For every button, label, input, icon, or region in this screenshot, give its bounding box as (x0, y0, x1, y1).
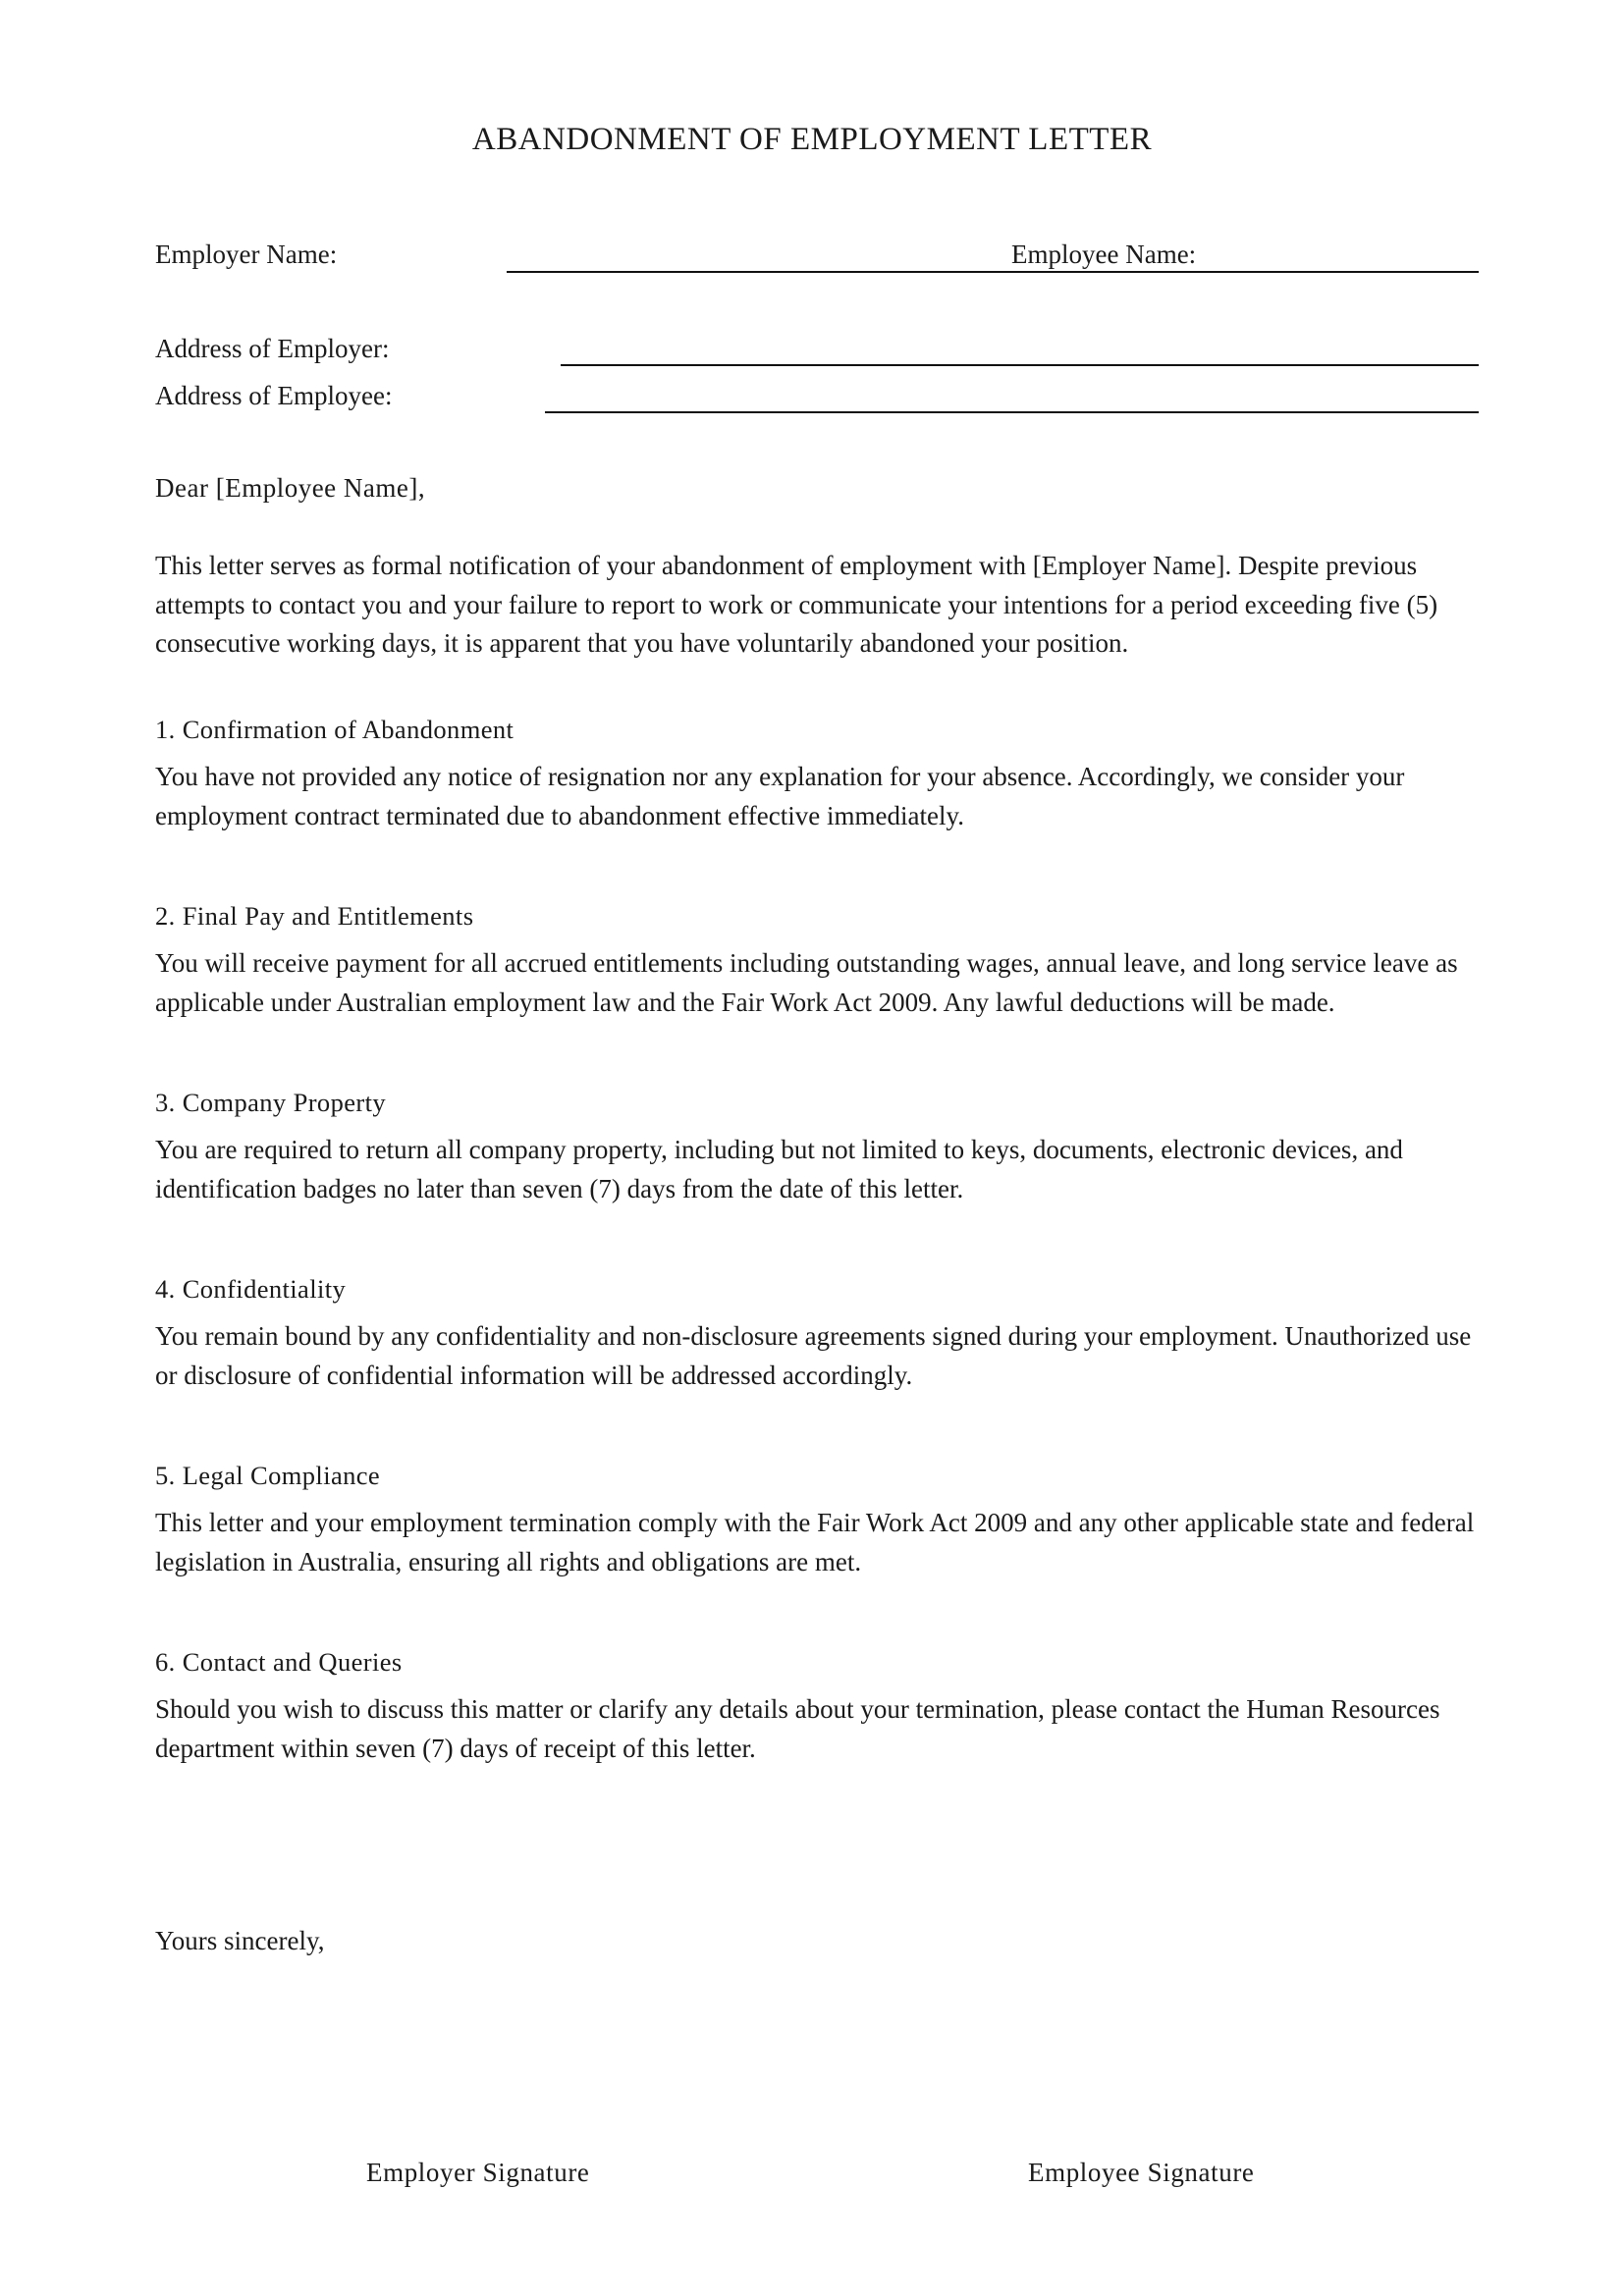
section-heading: 2. Final Pay and Entitlements (155, 901, 474, 931)
employee-address-label: Address of Employee: (155, 381, 393, 410)
section-body: This letter and your employment termination comply with the Fair Work Act 2009 and any other applicable state and federal legislation in Australia, ensuring all rights and obligations are met. (155, 1508, 1475, 1576)
employee-signature-label: Employee Signature (1028, 2158, 1255, 2187)
section-heading: 4. Confidentiality (155, 1274, 347, 1304)
salutation: Dear [Employee Name], (155, 473, 426, 503)
employee-name-label: Employee Name: (1011, 240, 1197, 269)
employee-address-line[interactable] (545, 411, 1479, 413)
section-body: Should you wish to discuss this matter or clarify any details about your termination, please contact the Human Resources department within seven (7) days of receipt of this letter. (155, 1694, 1440, 1763)
section-body: You are required to return all company property, including but not limited to keys, documents, electronic devices, and identification badges no later than seven (7) days from the date of this letter. (155, 1135, 1403, 1203)
section-body: You have not provided any notice of resignation nor any explanation for your absence. Accordingly, we consider your employment contract terminated due to abandonment effective immediately. (155, 762, 1405, 830)
section-heading: 1. Confirmation of Abandonment (155, 715, 514, 744)
section-heading: 6. Contact and Queries (155, 1647, 403, 1677)
document-title: ABANDONMENT OF EMPLOYMENT LETTER (471, 122, 1153, 157)
employer-name-label: Employer Name: (155, 240, 338, 269)
section-heading: 3. Company Property (155, 1088, 387, 1117)
employer-address-label: Address of Employer: (155, 334, 390, 363)
section-body: You remain bound by any confidentiality and non-disclosure agreements signed during your employment. Unauthorized use or disclosure of confidential information will be addressed accordingly. (155, 1321, 1472, 1390)
section-body: You will receive payment for all accrued entitlements including outstanding wages, annual leave, and long service leave as applicable under Australian employment law and the Fair Work Act 2009. Any lawful deductions will be made. (155, 948, 1458, 1017)
employer-signature-label: Employer Signature (366, 2158, 590, 2187)
employer-name-line[interactable] (507, 271, 1479, 273)
closing: Yours sincerely, (155, 1926, 325, 1955)
intro-paragraph: This letter serves as formal notification of your abandonment of employment with [Employer Name]. Despite previous attempts to contact you and your failure to report to work or communicate your intentions for a period exceeding five (5) consecutive working days, it is apparent that you have voluntarily abandoned your position. (155, 551, 1438, 658)
employer-address-line[interactable] (561, 364, 1479, 366)
section-heading: 5. Legal Compliance (155, 1461, 381, 1490)
